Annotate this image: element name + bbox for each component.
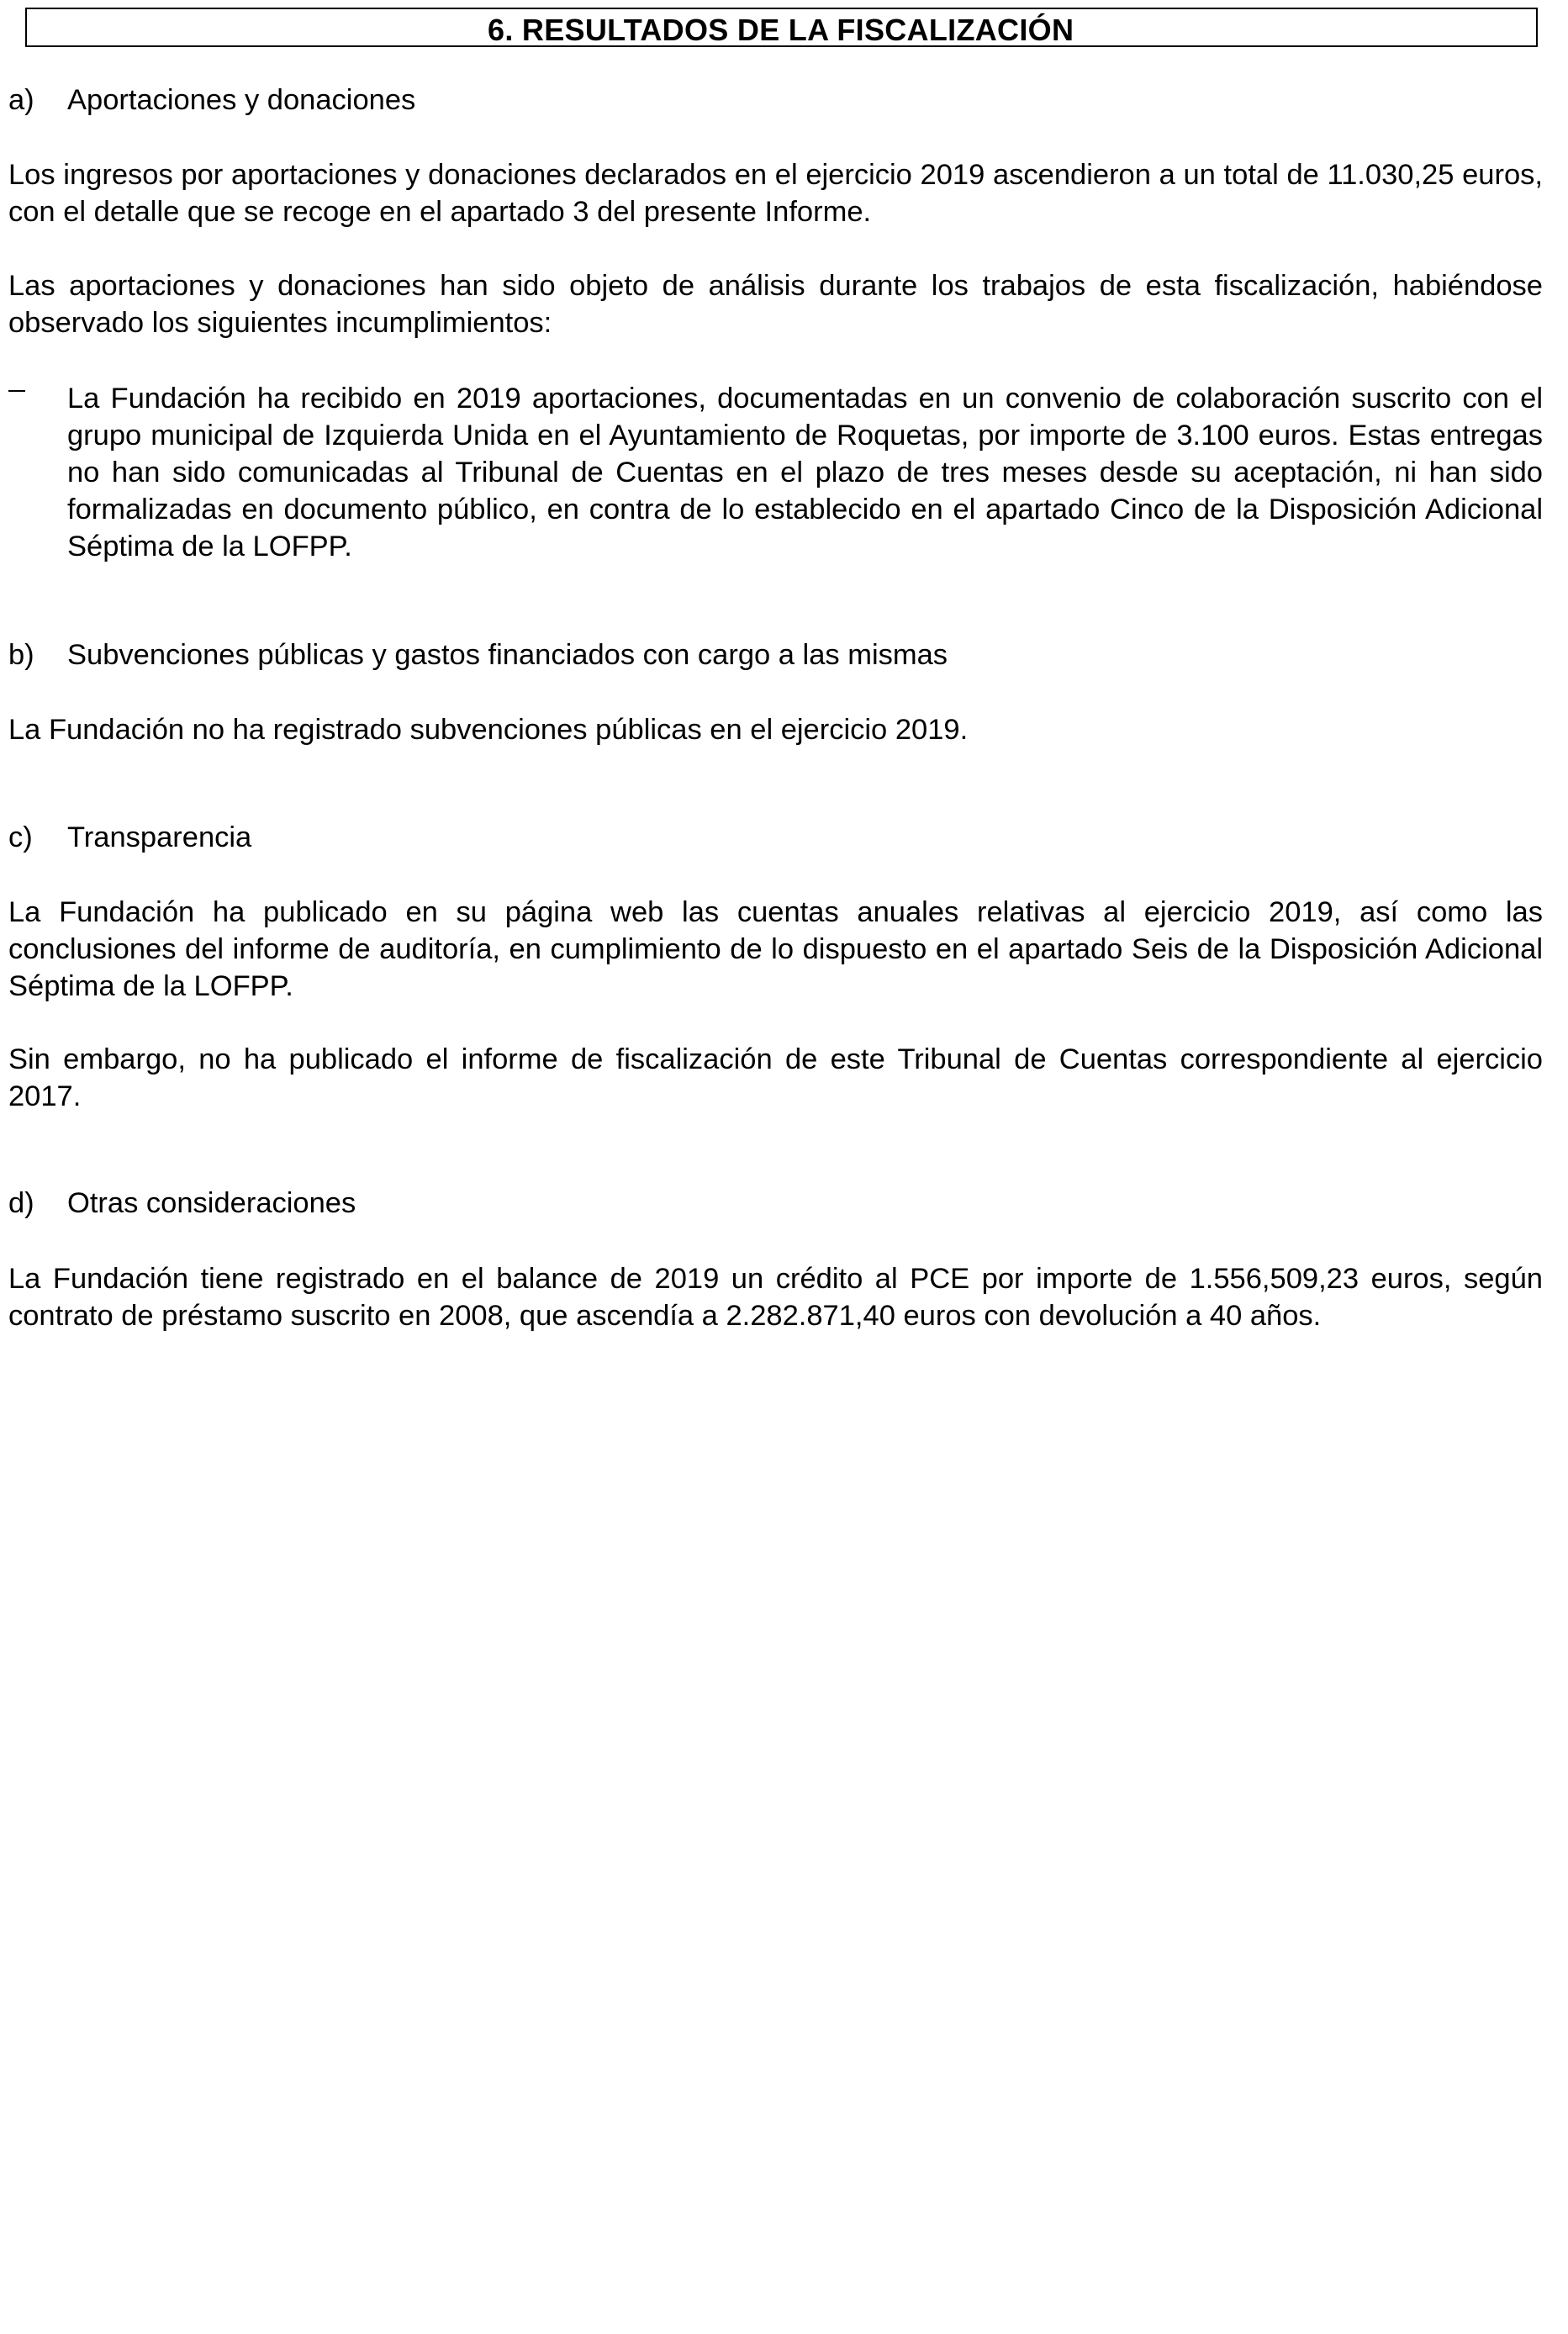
section-c-paragraph-1: La Fundación ha publicado en su página web las cuentas anuales relativas al ejercicio 2019, así como las conclusiones del informe de auditoría, en cumplimiento de lo dispuesto en el apartado Seis de la Disposición Adicional Séptima de la LOFPP. [8, 896, 1543, 1002]
section-b-letter: b) [8, 639, 34, 671]
section-c-heading [8, 821, 251, 854]
section-d-heading [8, 1187, 356, 1220]
dash-bullet-icon [8, 390, 25, 392]
section-b-title: Subvenciones públicas y gastos financiados con cargo a las mismas [67, 639, 948, 671]
section-d-letter: d) [8, 1187, 34, 1219]
section-a-paragraph-1: Los ingresos por aportaciones y donaciones declarados en el ejercicio 2019 ascendieron a un total de 11.030,25 euros, con el detalle que se recoge en el apartado 3 del presente Informe. [8, 159, 1543, 228]
section-title: 6. RESULTADOS DE LA FISCALIZACIÓN [488, 13, 1074, 47]
section-a-letter: a) [8, 84, 34, 116]
section-b-heading [8, 639, 948, 672]
section-c-title: Transparencia [67, 821, 252, 853]
section-title-box [25, 8, 1538, 47]
section-c-letter: c) [8, 821, 33, 853]
section-a-paragraph-2: Las aportaciones y donaciones han sido objeto de análisis durante los trabajos de esta fiscalización, habiéndose observado los siguientes incumplimientos: [8, 270, 1543, 339]
section-c-paragraph-2: Sin embargo, no ha publicado el informe de fiscalización de este Tribunal de Cuentas correspondiente al ejercicio 2017. [8, 1043, 1543, 1112]
section-b-paragraph-1: La Fundación no ha registrado subvenciones públicas en el ejercicio 2019. [8, 714, 969, 746]
section-a-title: Aportaciones y donaciones [67, 84, 416, 116]
section-a-bullet-text: La Fundación ha recibido en 2019 aportaciones, documentadas en un convenio de colaboración suscrito con el grupo municipal de Izquierda Unida en el Ayuntamiento de Roquetas, por importe de 3.100 euros. Estas entregas no han sido comunicadas al Tribunal de Cuentas en el plazo de tres meses desde su aceptación, ni han sido formalizadas en documento público, en contra de lo establecido en el apartado Cinco de la Disposición Adicional Séptima de la LOFPP. [67, 383, 1543, 562]
section-d-title: Otras consideraciones [67, 1187, 356, 1219]
section-d-paragraph-1: La Fundación tiene registrado en el balance de 2019 un crédito al PCE por importe de 1.556,509,23 euros, según contrato de préstamo suscrito en 2008, que ascendía a 2.282.871,40 euros con devolución a 40 años. [8, 1263, 1543, 1332]
section-a-heading [8, 84, 415, 117]
